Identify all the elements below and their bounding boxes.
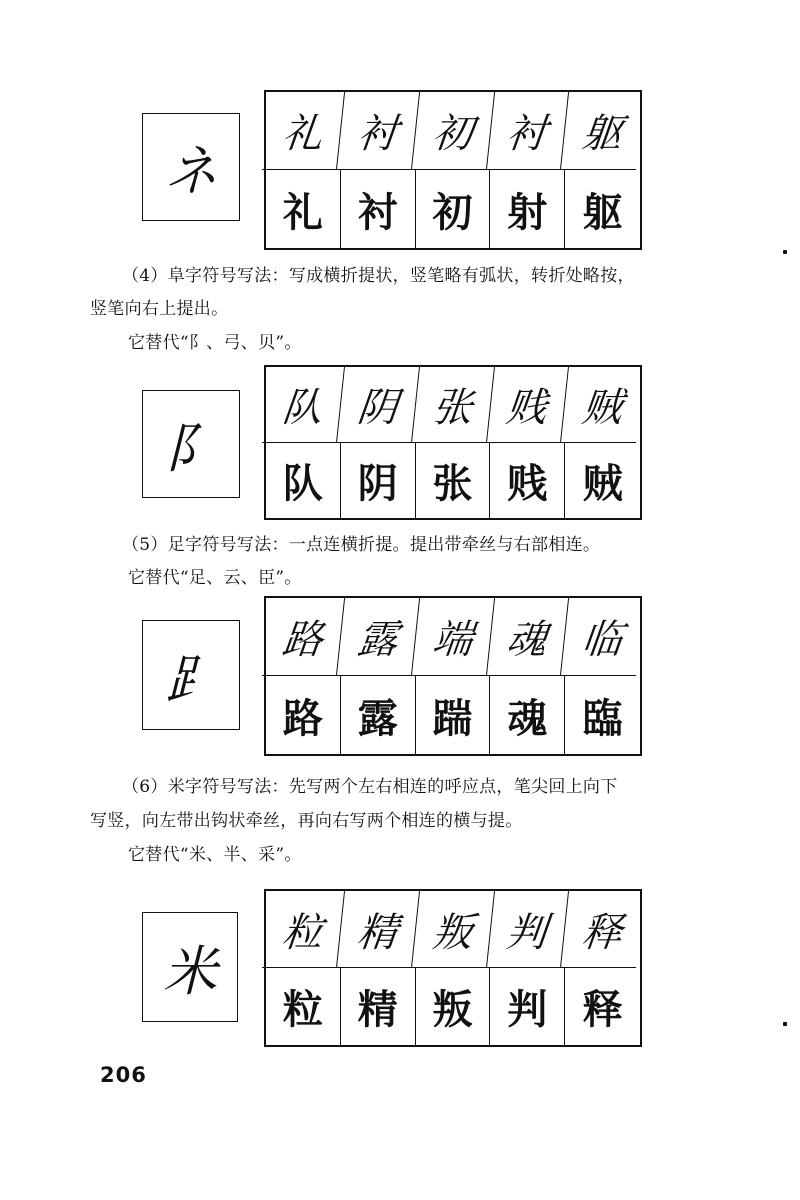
char-grid-4 [264, 889, 642, 1047]
print-char: 臨 [582, 694, 623, 742]
symbol-box-yi [142, 113, 240, 221]
cursive-char: 叛 [412, 891, 495, 968]
print-char: 贱 [490, 443, 565, 519]
print-char: 队 [266, 443, 341, 519]
cursive-char: 贱 [486, 367, 569, 443]
page-number: 206 [100, 1063, 147, 1087]
print-char: 阴 [341, 443, 416, 519]
print-char: 射 [490, 170, 565, 248]
cursive-char: 露 [337, 598, 420, 676]
scan-mark [783, 250, 787, 254]
symbol-box-mi [142, 912, 238, 1022]
cursive-char: 队 [262, 367, 345, 443]
print-char: 精 [341, 968, 416, 1045]
symbol-glyph: ⻊ [164, 647, 218, 711]
paragraph-4-line-2: 竖笔向右上提出。 [90, 299, 229, 319]
print-char: 路 [266, 676, 341, 754]
cursive-char: 躯 [561, 92, 644, 170]
char-grid-2 [264, 365, 642, 520]
paragraph-5-line-2: 它替代“足、云、臣”。 [128, 568, 302, 588]
cursive-char: 阴 [337, 367, 420, 443]
symbol-box-zu [142, 620, 240, 730]
print-char: 张 [416, 443, 491, 519]
print-char: 释 [582, 986, 623, 1033]
paragraph-5-line-1: （5）足字符号写法：一点连横折提。提出带牵丝与右部相连。 [122, 535, 601, 555]
paragraph-4-line-3: 它替代“阝、弓、贝”。 [128, 333, 302, 353]
cursive-char: 初 [411, 92, 494, 170]
paragraph-6-line-1: （6）米字符号写法：先写两个左右相连的呼应点，笔尖回上向下 [122, 777, 618, 797]
print-char: 初 [416, 170, 491, 248]
paragraph-6-line-2: 写竖，向左带出钩状牵丝，再向右写两个相连的横与提。 [90, 811, 523, 831]
print-char: 粒 [266, 968, 341, 1045]
scan-mark [783, 1022, 787, 1026]
cursive-char: 释 [561, 891, 644, 968]
print-char: 露 [341, 676, 416, 754]
char-grid-3 [264, 596, 642, 756]
print-char: 踹 [416, 676, 491, 754]
cursive-char: 衬 [486, 92, 569, 170]
cursive-char: 路 [262, 598, 345, 676]
cursive-char: 精 [337, 891, 420, 968]
symbol-glyph: 米 [163, 939, 217, 1003]
cursive-char: 端 [411, 598, 494, 676]
cursive-char: 贼 [561, 367, 644, 443]
print-char: 判 [490, 968, 565, 1045]
cursive-char: 粒 [262, 891, 345, 968]
paragraph-6-line-3: 它替代“米、半、采”。 [128, 845, 302, 865]
symbol-box-fu [142, 390, 240, 498]
print-char: 衬 [341, 170, 416, 248]
print-char: 礼 [266, 170, 341, 248]
cursive-char: 张 [412, 367, 495, 443]
print-char: 贼 [582, 459, 623, 507]
cursive-char: 衬 [337, 92, 420, 170]
print-char: 魂 [490, 676, 565, 754]
cursive-char: 魂 [486, 598, 569, 676]
paragraph-4-line-1: （4）阜字符号写法：写成横折提状，竖笔略有弧状，转折处略按， [122, 266, 635, 286]
char-grid-1 [264, 90, 642, 250]
cursive-char: 礼 [262, 92, 345, 170]
print-char: 躯 [582, 188, 623, 236]
print-char: 叛 [416, 968, 491, 1045]
symbol-glyph: ネ [164, 139, 218, 203]
cursive-char: 临 [561, 598, 644, 676]
symbol-glyph: 阝 [164, 416, 218, 480]
cursive-char: 判 [486, 891, 569, 968]
